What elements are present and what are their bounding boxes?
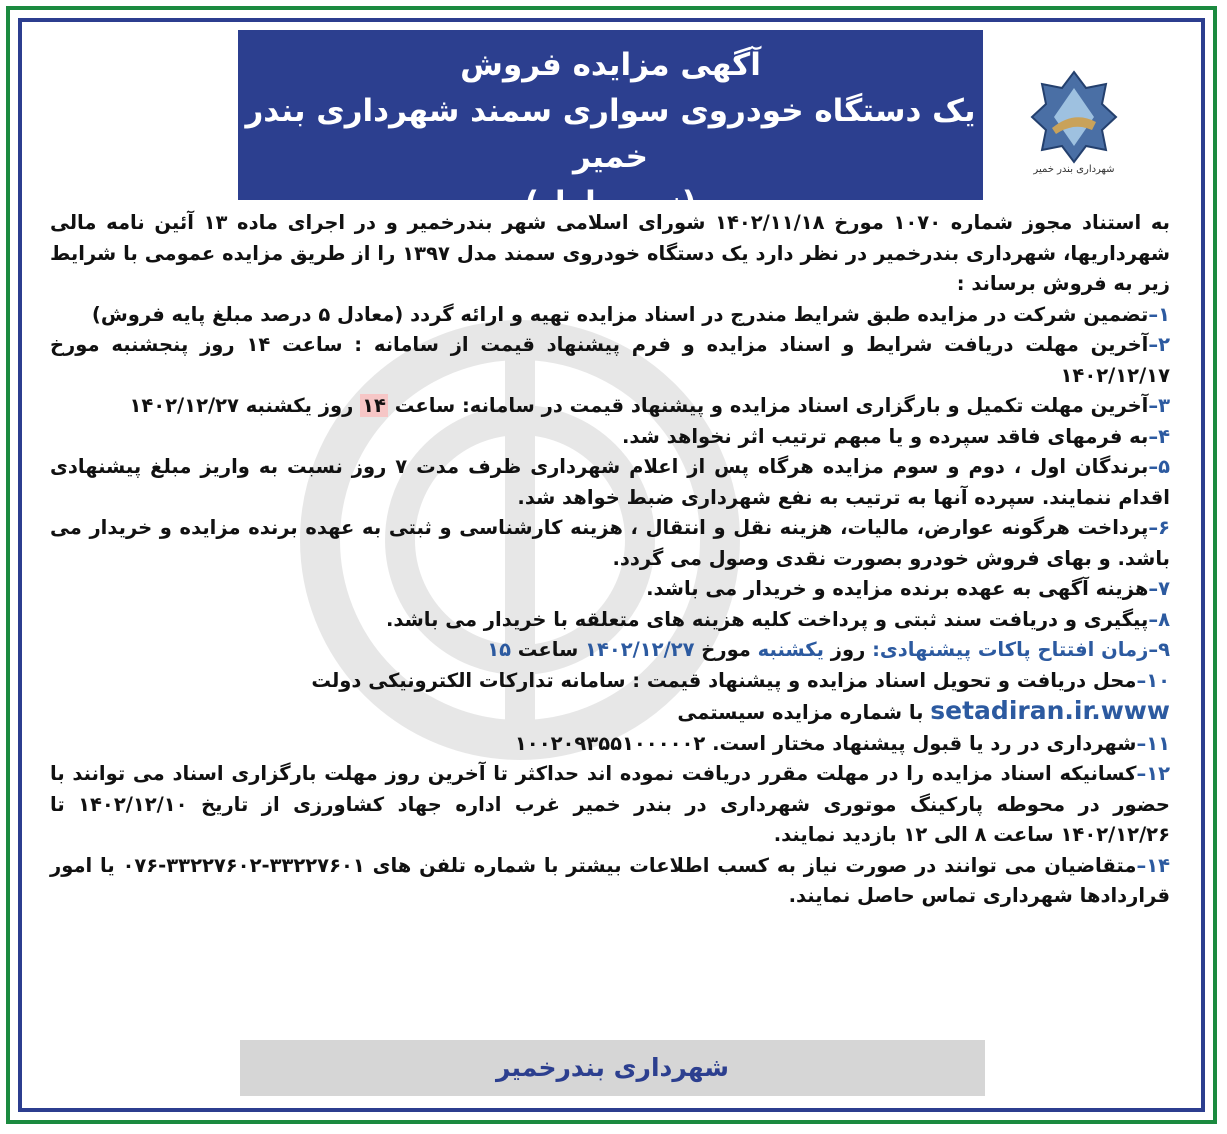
list-item	[50, 635, 1170, 666]
item-text: با شماره مزایده سیستمی	[677, 701, 931, 724]
list-item	[50, 729, 1170, 760]
item-number: ۱۱–	[1136, 731, 1170, 755]
item-text: تضمین شرکت در مزایده طبق شرایط مندرج در اسناد مزایده تهیه و ارائه گردد (معادل ۵ درصد مبلغ پایه فروش)	[91, 302, 1149, 326]
header-title-line2: یک دستگاه خودروی سواری سمند شهرداری بندر خمیر	[245, 93, 976, 175]
item-text: مورخ	[694, 638, 758, 661]
header-title-line3: (نوبت اول)	[524, 185, 697, 221]
item-text: کسانیکه اسناد مزایده را در مهلت مقرر دریافت نموده اند حداکثر تا آخرین روز مهلت بارگزاری اسناد می توانند با حضور در محوطه پارکینگ موتوری شهرداری در بندر خمیر غرب اداره جهاد کشاورزی از تاریخ ۱۴۰۲/۱۲/۱۰ تا ۱۴۰۲/۱۲/۲۶ ساعت ۸ الی ۱۲ بازدید نمایند.	[50, 762, 1170, 846]
setadiran-website-link[interactable]: setadiran.ir.www	[930, 696, 1170, 725]
item-text: برندگان اول ، دوم و سوم مزایده هرگاه پس از اعلام شهرداری ظرف مدت ۷ روز نسبت به واریز مبلغ پیشنهادی اقدام ننمایند. سپرده آنها به ترتیب به نفع شهرداری ضبط خواهد شد.	[50, 455, 1170, 509]
item-number: ۹–	[1148, 638, 1170, 661]
opening-day: یکشنبه	[757, 638, 824, 661]
item-text: شهرداری در رد یا قبول پیشنهاد مختار است. ۱۰۰۲۰۹۳۵۵۱۰۰۰۰۰۲	[514, 731, 1137, 755]
item-text: آخرین مهلت تکمیل و بارگزاری اسناد مزایده و پیشنهاد قیمت در سامانه: ساعت	[387, 394, 1149, 417]
logo-caption: شهرداری بندر خمیر	[1033, 164, 1115, 175]
item-number: ۱۴–	[1136, 853, 1170, 877]
item-text: متقاضیان می توانند در صورت نیاز به کسب اطلاعات بیشتر با شماره تلفن های ۳۳۲۲۷۶۰۱-۳۳۲۲۷۶۰۲-۰۷۶ یا امور قراردادها شهرداری تماس حاصل نمایند.	[50, 853, 1170, 907]
item-number: ۲–	[1148, 333, 1170, 356]
item-number: ۵–	[1148, 455, 1170, 478]
list-item	[50, 759, 1170, 851]
item-number: ۸–	[1148, 607, 1170, 631]
item-number: ۳–	[1148, 394, 1170, 417]
list-item	[50, 330, 1170, 391]
list-item	[50, 452, 1170, 513]
item-number: ۶–	[1148, 516, 1170, 539]
item-text: آخرین مهلت دریافت شرایط و اسناد مزایده و فرم پیشنهاد قیمت از سامانه : ساعت ۱۴ روز پنجشنبه مورخ ۱۴۰۲/۱۲/۱۷	[50, 333, 1170, 387]
header-title-line1: آگهی مزایده فروش	[460, 47, 761, 83]
item-text: روز یکشنبه ۱۴۰۲/۱۲/۲۷	[129, 394, 361, 417]
header-title-box	[238, 30, 983, 221]
list-item	[50, 300, 1170, 331]
intro-paragraph: به استناد مجوز شماره ۱۰۷۰ مورخ ۱۴۰۲/۱۱/۱۸ شورای اسلامی شهر بندرخمیر و در اجرای ماده ۱۳ آئین نامه مالی شهرداریها، شهرداری بندرخمیر در نظر دارد یک دستگاه خودروی سمند مدل ۱۳۹۷ را از طریق مزایده عمومی با شرایط زیر به فروش برساند :	[50, 211, 1170, 295]
opening-time-label: زمان افتتاح پاکات پیشنهادی:	[872, 638, 1149, 661]
item-text: هزینه آگهی به عهده برنده مزایده و خریدار می باشد.	[646, 577, 1149, 600]
announcement-body	[50, 208, 1170, 912]
list-item	[50, 666, 1170, 729]
item-number: ۴–	[1148, 424, 1170, 448]
item-text: پیگیری و دریافت سند ثبتی و پرداخت کلیه هزینه های متعلقه با خریدار می باشد.	[385, 607, 1149, 631]
highlighted-hour: ۱۴	[362, 394, 386, 417]
municipality-logo-icon	[1030, 70, 1118, 165]
item-text: روز	[823, 638, 873, 661]
list-item	[50, 574, 1170, 605]
item-number: ۱۰–	[1136, 668, 1170, 692]
item-text: محل دریافت و تحویل اسناد مزایده و پیشنهاد قیمت : سامانه تدارکات الکترونیکی دولت	[311, 668, 1137, 692]
list-item	[50, 605, 1170, 636]
item-text: پرداخت هرگونه عوارض، مالیات، هزینه نقل و انتقال ، هزینه کارشناسی و ثبتی به عهده برنده مزایده و خریدار می باشد. و بهای فروش خودرو بصورت نقدی وصول می گردد.	[50, 516, 1170, 570]
opening-hour: ۱۵	[487, 638, 511, 661]
footer-signature: شهرداری بندرخمیر	[495, 1053, 729, 1082]
item-text: به فرمهای فاقد سپرده و یا مبهم ترتیب اثر نخواهد شد.	[621, 424, 1149, 448]
item-number: ۱–	[1148, 302, 1170, 326]
opening-date: ۱۴۰۲/۱۲/۲۷	[585, 638, 695, 661]
item-number: ۱۲–	[1136, 762, 1170, 785]
list-item	[50, 422, 1170, 453]
item-text: ساعت	[511, 638, 586, 661]
list-item	[50, 391, 1170, 422]
list-item	[50, 513, 1170, 574]
item-number: ۷–	[1148, 577, 1170, 600]
list-item	[50, 851, 1170, 912]
footer-signature-box	[240, 1040, 985, 1096]
